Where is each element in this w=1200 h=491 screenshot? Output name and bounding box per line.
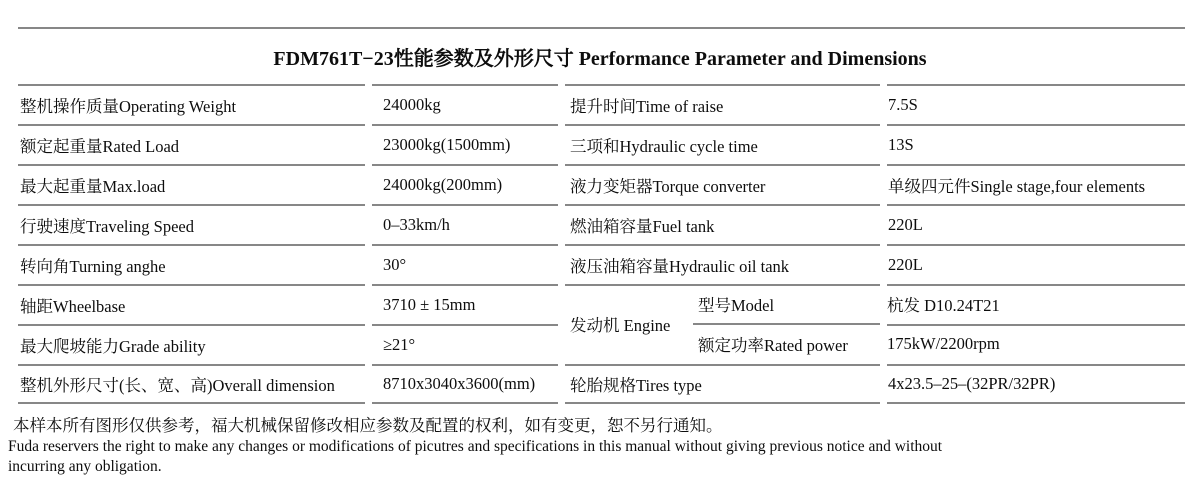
spec-value-cell: 24000kg(200mm): [372, 164, 558, 204]
spec-value-cell: 单级四元件Single stage,four elements: [887, 164, 1185, 204]
engine-model-value: 杭发 D10.24T21: [887, 296, 1000, 315]
spec-value-cell: 0–33km/h: [372, 204, 558, 244]
spec-value-cell: 4x23.5–25–(32PR/32PR): [887, 364, 1185, 404]
spec-label-cell: 整机外形尺寸(长、宽、高)Overall dimension: [18, 364, 365, 404]
table-row: [18, 164, 1185, 204]
table-row: [18, 364, 1185, 404]
spec-label-cell: 最大爬坡能力Grade ability: [18, 324, 365, 364]
spec-label-cell: 三项和Hydraulic cycle time: [565, 124, 880, 164]
table-row: [18, 244, 1185, 284]
engine-model-label: 型号Model: [698, 296, 775, 315]
engine-label: 发动机 Engine: [570, 316, 671, 335]
engine-power-label: 额定功率Rated power: [698, 336, 848, 355]
spec-value-cell: 24000kg: [372, 84, 558, 124]
spec-value-cell: 3710 ± 15mm: [372, 284, 558, 324]
disclaimer-english: Fuda reservers the right to make any changes or modifications of picutres and specifications in this manual without giving previous notice and without incurring any obligation.: [8, 438, 943, 475]
spec-label-cell: 最大起重量Max.load: [18, 164, 365, 204]
disclaimer-chinese: 本样本所有图形仅供参考，福大机械保留修改相应参数及配置的权利，如有变更，恕不另行通知。: [13, 416, 723, 435]
spec-label-cell: 整机操作质量Operating Weight: [18, 84, 365, 124]
spec-value-cell: 220L: [887, 244, 1185, 284]
table-row: [18, 204, 1185, 244]
spec-label-cell: 转向角Turning anghe: [18, 244, 365, 284]
table-row: [18, 84, 1185, 124]
spec-label-cell: 燃油箱容量Fuel tank: [565, 204, 880, 244]
engine-section: [565, 284, 1185, 364]
engine-power-value: 175kW/2200rpm: [887, 334, 1000, 353]
spec-value-cell: 7.5S: [887, 84, 1185, 124]
spec-value-cell: 23000kg(1500mm): [372, 124, 558, 164]
spec-label-cell: 液力变矩器Torque converter: [565, 164, 880, 204]
spec-label-cell: 液压油箱容量Hydraulic oil tank: [565, 244, 880, 284]
spec-table: [18, 84, 1185, 406]
engine-subrow: [698, 284, 1185, 324]
spec-value-cell: 8710x3040x3600(mm): [372, 364, 558, 404]
spec-value-cell: ≥21°: [372, 324, 558, 364]
spec-label-cell: 额定起重量Rated Load: [18, 124, 365, 164]
top-divider: [18, 27, 1185, 29]
spec-value-cell: 13S: [887, 124, 1185, 164]
spec-label-cell: 提升时间Time of raise: [565, 84, 880, 124]
spec-label-cell: 行驶速度Traveling Speed: [18, 204, 365, 244]
engine-row-divider: [693, 323, 880, 325]
spec-value-cell: 30°: [372, 244, 558, 284]
spec-label-cell: 轴距Wheelbase: [18, 284, 365, 324]
spec-label-cell: 轮胎规格Tires type: [565, 364, 880, 404]
page-title: FDM761T−23性能参数及外形尺寸 Performance Parameter and Dimensions: [273, 48, 927, 70]
table-row: [18, 124, 1185, 164]
engine-subrow: [698, 324, 1185, 364]
spec-value-cell: 220L: [887, 204, 1185, 244]
